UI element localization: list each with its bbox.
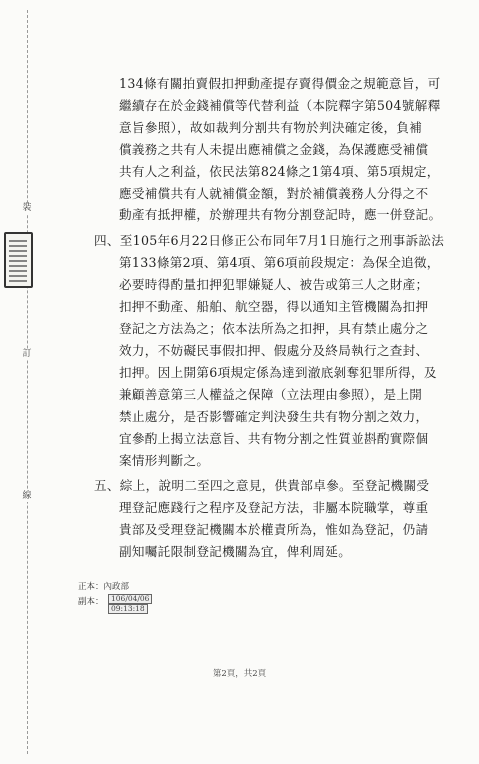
binding-mark-zhuang: 裝 (22, 203, 32, 213)
page-number: 第2頁，共2頁 (212, 669, 267, 679)
text-line: 應受補償共有人就補償金額，對於補償義務人分得之不 (119, 186, 429, 201)
copy-recipient-label: 副本： (78, 597, 104, 607)
text-line: 共有人之利益，依民法第824條之1第4項、第5項規定， (119, 164, 440, 179)
text-line: 繼續存在於金錢補償等代替利益（本院釋字第504號解釋 (119, 98, 441, 113)
seal-stamp-pattern (9, 237, 27, 282)
binding-mark-ding: 訂 (22, 349, 32, 359)
text-line: 宜參酌上揭立法意旨、共有物分割之性質並斟酌實際個 (119, 431, 429, 446)
section-five-heading: 五、綜上，說明二至四之意見，供貴部卓參。至登記機關受 (94, 478, 430, 493)
text-line: 意旨參照），故如裁判分割共有物於判決確定後，負補 (119, 120, 423, 135)
text-line: 副知囑託限制登記機關為宜，俾利周延。 (119, 544, 352, 559)
text-line: 償義務之共有人未提出應補償之金錢，為保護應受補償 (119, 142, 429, 157)
seal-stamp (4, 232, 33, 288)
copy-stamp-time: 09:13:18 (108, 604, 148, 614)
text-line: 禁止處分，是否影響確定判決發生共有物分割之效力， (119, 409, 429, 424)
text-line: 兼顧善意第三人權益之保障（立法理由參照），是上開 (119, 387, 423, 402)
text-line: 貴部及受理登記機關本於權責所為，惟如為登記，仍請 (119, 522, 429, 537)
copy-stamp-date: 106/04/06 (108, 594, 152, 604)
text-line: 動產有抵押權，於辦理共有物分割登記時，應一併登記。 (119, 207, 442, 222)
binding-mark-xian: 線 (22, 491, 32, 501)
text-line: 效力，不妨礙民事假扣押、假處分及終局執行之查封、 (119, 343, 429, 358)
text-line: 案情形判斷之。 (119, 453, 210, 468)
text-line: 扣押。因上開第6項規定係為達到澈底剝奪犯罪所得，及 (119, 365, 437, 380)
text-line: 扣押不動產、船舶、航空器，得以通知主管機關為扣押 (119, 299, 429, 314)
section-four-heading: 四、至105年6月22日修正公布同年7月1日施行之刑事訴訟法 (94, 233, 445, 248)
text-line: 登記之方法為之；依本法所為之扣押，具有禁止處分之 (119, 321, 429, 336)
text-line: 134條有關拍賣假扣押動產提存賣得價金之規範意旨，可 (119, 76, 441, 91)
primary-recipient: 正本：內政部 (78, 582, 130, 592)
binding-dashed-line (27, 10, 28, 754)
text-line: 第133條第2項、第4項、第6項前段規定：為保全追徵， (119, 255, 440, 270)
text-line: 必要時得酌量扣押犯罪嫌疑人、被告或第三人之財產； (119, 277, 429, 292)
text-line: 理登記應踐行之程序及登記方法，非屬本院職掌，尊重 (119, 500, 429, 515)
